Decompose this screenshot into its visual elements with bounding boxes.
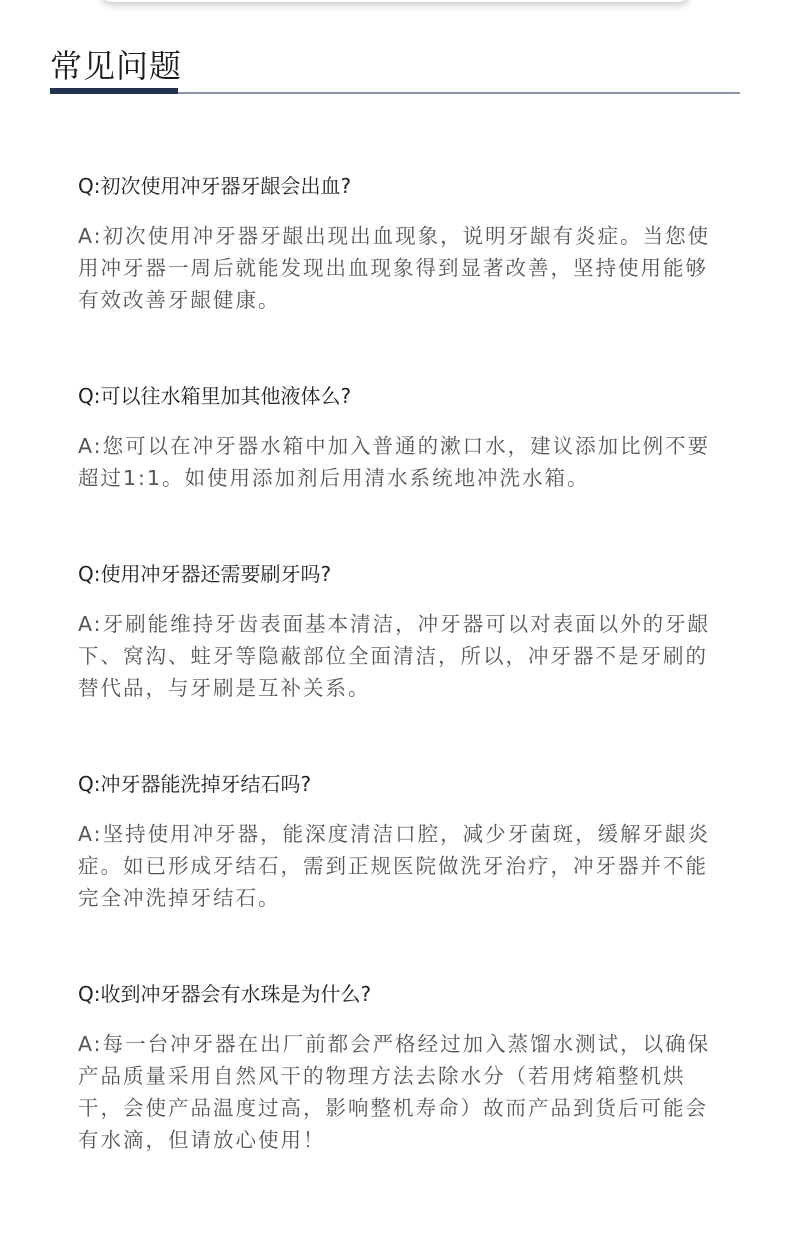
title-accent-underline [50,88,178,94]
faq-item [78,380,728,494]
faq-item [78,978,728,1156]
faq-question: Q:使用冲牙器还需要刷牙吗? [78,562,332,586]
faq-answer: A:初次使用冲牙器牙龈出现出血现象，说明牙龈有炎症。当您使用冲牙器一周后就能发现出血现象得到显著改善，坚持使用能够有效改善牙龈健康。 [78,224,711,312]
faq-list [78,170,728,1220]
faq-item [78,170,728,316]
top-card-edge [100,0,690,2]
faq-item [78,558,728,704]
faq-question: Q:初次使用冲牙器牙龈会出血? [78,174,352,198]
faq-section-header [50,44,740,96]
faq-question: Q:冲牙器能洗掉牙结石吗? [78,772,312,796]
faq-answer: A:牙刷能维持牙齿表面基本清洁，冲牙器可以对表面以外的牙龈下、窝沟、蛀牙等隐蔽部位全面清洁，所以，冲牙器不是牙刷的替代品，与牙刷是互补关系。 [78,612,711,700]
faq-answer: A:每一台冲牙器在出厂前都会严格经过加入蒸馏水测试，以确保产品质量采用自然风干的物理方法去除水分（若用烤箱整机烘干，会使产品温度过高，影响整机寿命）故而产品到货后可能会有水滴，但请放心使用！ [78,1032,711,1152]
faq-question: Q:可以往水箱里加其他液体么? [78,384,352,408]
faq-question: Q:收到冲牙器会有水珠是为什么? [78,982,372,1006]
faq-item [78,768,728,914]
faq-answer: A:您可以在冲牙器水箱中加入普通的漱口水，建议添加比例不要超过1:1。如使用添加剂后用清水系统地冲洗水箱。 [78,434,711,490]
faq-answer: A:坚持使用冲牙器，能深度清洁口腔，减少牙菌斑，缓解牙龈炎症。如已形成牙结石，需到正规医院做洗牙治疗，冲牙器并不能完全冲洗掉牙结石。 [78,822,711,910]
page-title: 常见问题 [50,47,183,85]
